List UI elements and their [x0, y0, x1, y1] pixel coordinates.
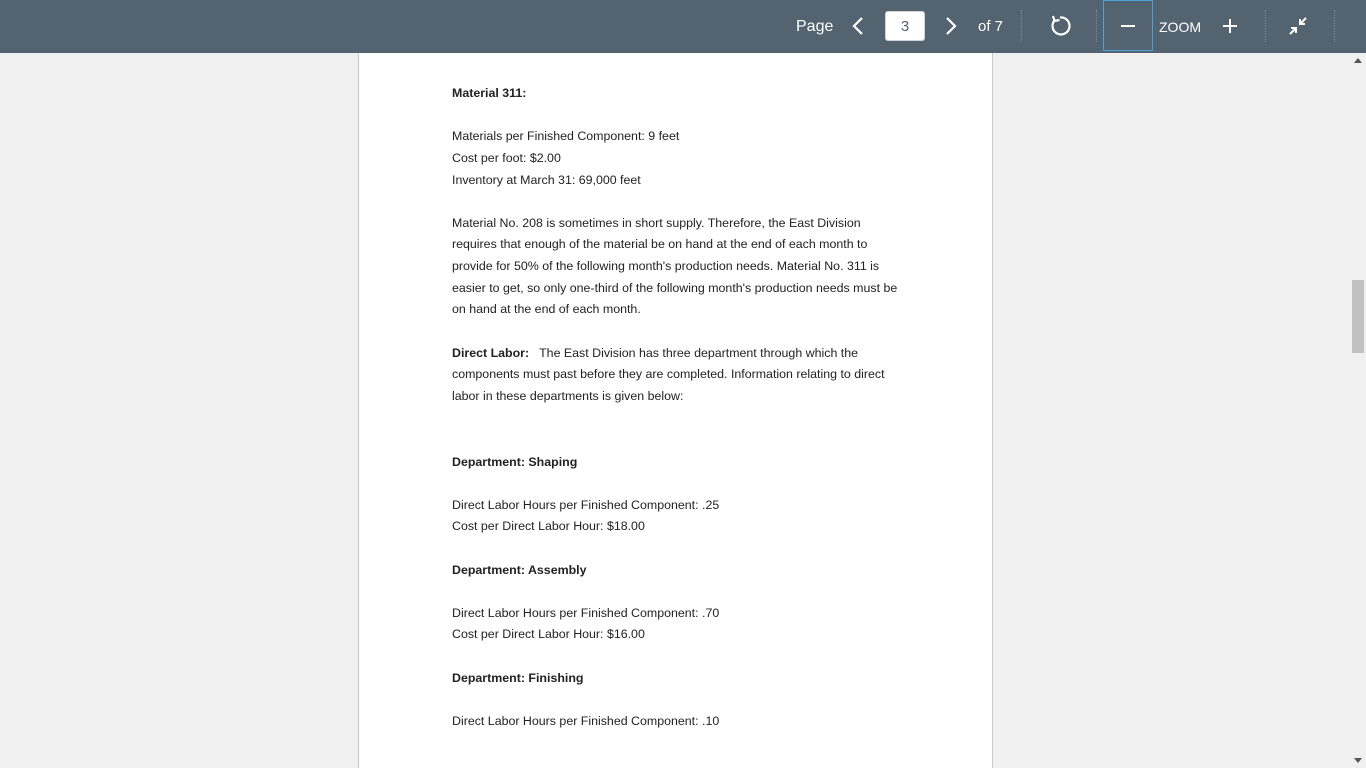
- direct-labor-line: [452, 346, 858, 361]
- vertical-scrollbar[interactable]: [1350, 53, 1366, 768]
- toolbar-divider: [1021, 10, 1022, 42]
- paragraph-line: components must past before they are completed. Information relating to direct: [452, 367, 885, 381]
- chevron-left-icon: [846, 13, 872, 39]
- scrollbar-thumb[interactable]: [1352, 280, 1364, 353]
- toolbar-divider: [1096, 10, 1097, 42]
- labor-cost: Cost per Direct Labor Hour: $18.00: [452, 519, 645, 533]
- collapse-arrows-icon: [1287, 15, 1309, 37]
- page-total: of 7: [978, 18, 1004, 35]
- paragraph-line: requires that enough of the material be on hand at the end of each month to: [452, 237, 868, 251]
- chevron-right-icon: [937, 13, 963, 39]
- labor-hours: Direct Labor Hours per Finished Component: .70: [452, 606, 720, 620]
- paragraph-line: Material No. 208 is sometimes in short supply. Therefore, the East Division: [452, 216, 861, 230]
- materials-per-component: Materials per Finished Component: 9 feet: [452, 129, 680, 143]
- toolbar-divider: [1334, 10, 1335, 42]
- paragraph-line: easier to get, so only one-third of the following month's production needs must be: [452, 281, 898, 295]
- exit-fullscreen-button[interactable]: [1284, 12, 1312, 40]
- plus-icon: [1220, 16, 1240, 36]
- paragraph-line: labor in these departments is given below:: [452, 389, 684, 403]
- inventory-march-31: Inventory at March 31: 69,000 feet: [452, 173, 641, 187]
- labor-hours: Direct Labor Hours per Finished Component: .25: [452, 498, 720, 512]
- cost-per-foot: Cost per foot: $2.00: [452, 151, 561, 165]
- labor-hours: Direct Labor Hours per Finished Component: .10: [452, 714, 720, 728]
- previous-page-button[interactable]: [846, 13, 872, 39]
- document-page: [358, 53, 993, 768]
- zoom-label: ZOOM: [1159, 18, 1201, 35]
- toolbar-divider: [1265, 10, 1266, 42]
- page-number-input[interactable]: [885, 11, 925, 41]
- paragraph-line: provide for 50% of the following month's production needs. Material No. 311 is: [452, 259, 880, 273]
- viewer-toolbar: [0, 0, 1366, 53]
- minus-icon: [1118, 16, 1138, 36]
- scroll-up-arrow-icon[interactable]: [1354, 58, 1362, 63]
- document-viewport[interactable]: [0, 53, 1350, 768]
- paragraph-line: on hand at the end of each month.: [452, 302, 641, 316]
- reset-view-button[interactable]: [1045, 11, 1075, 41]
- department-heading: Department: Assembly: [452, 563, 587, 577]
- rotate-icon: [1045, 11, 1075, 41]
- direct-labor-text: The East Division has three department through which the: [539, 346, 858, 360]
- zoom-out-button[interactable]: [1103, 0, 1153, 51]
- next-page-button[interactable]: [937, 13, 963, 39]
- material-311-heading: Material 311:: [452, 86, 527, 100]
- page-label: Page: [796, 17, 834, 35]
- labor-cost: Cost per Direct Labor Hour: $16.00: [452, 627, 645, 641]
- direct-labor-label: Direct Labor:: [452, 346, 530, 360]
- scroll-down-arrow-icon[interactable]: [1354, 758, 1362, 763]
- department-heading: Department: Shaping: [452, 455, 578, 469]
- department-heading: Department: Finishing: [452, 671, 584, 685]
- zoom-in-button[interactable]: [1216, 12, 1244, 40]
